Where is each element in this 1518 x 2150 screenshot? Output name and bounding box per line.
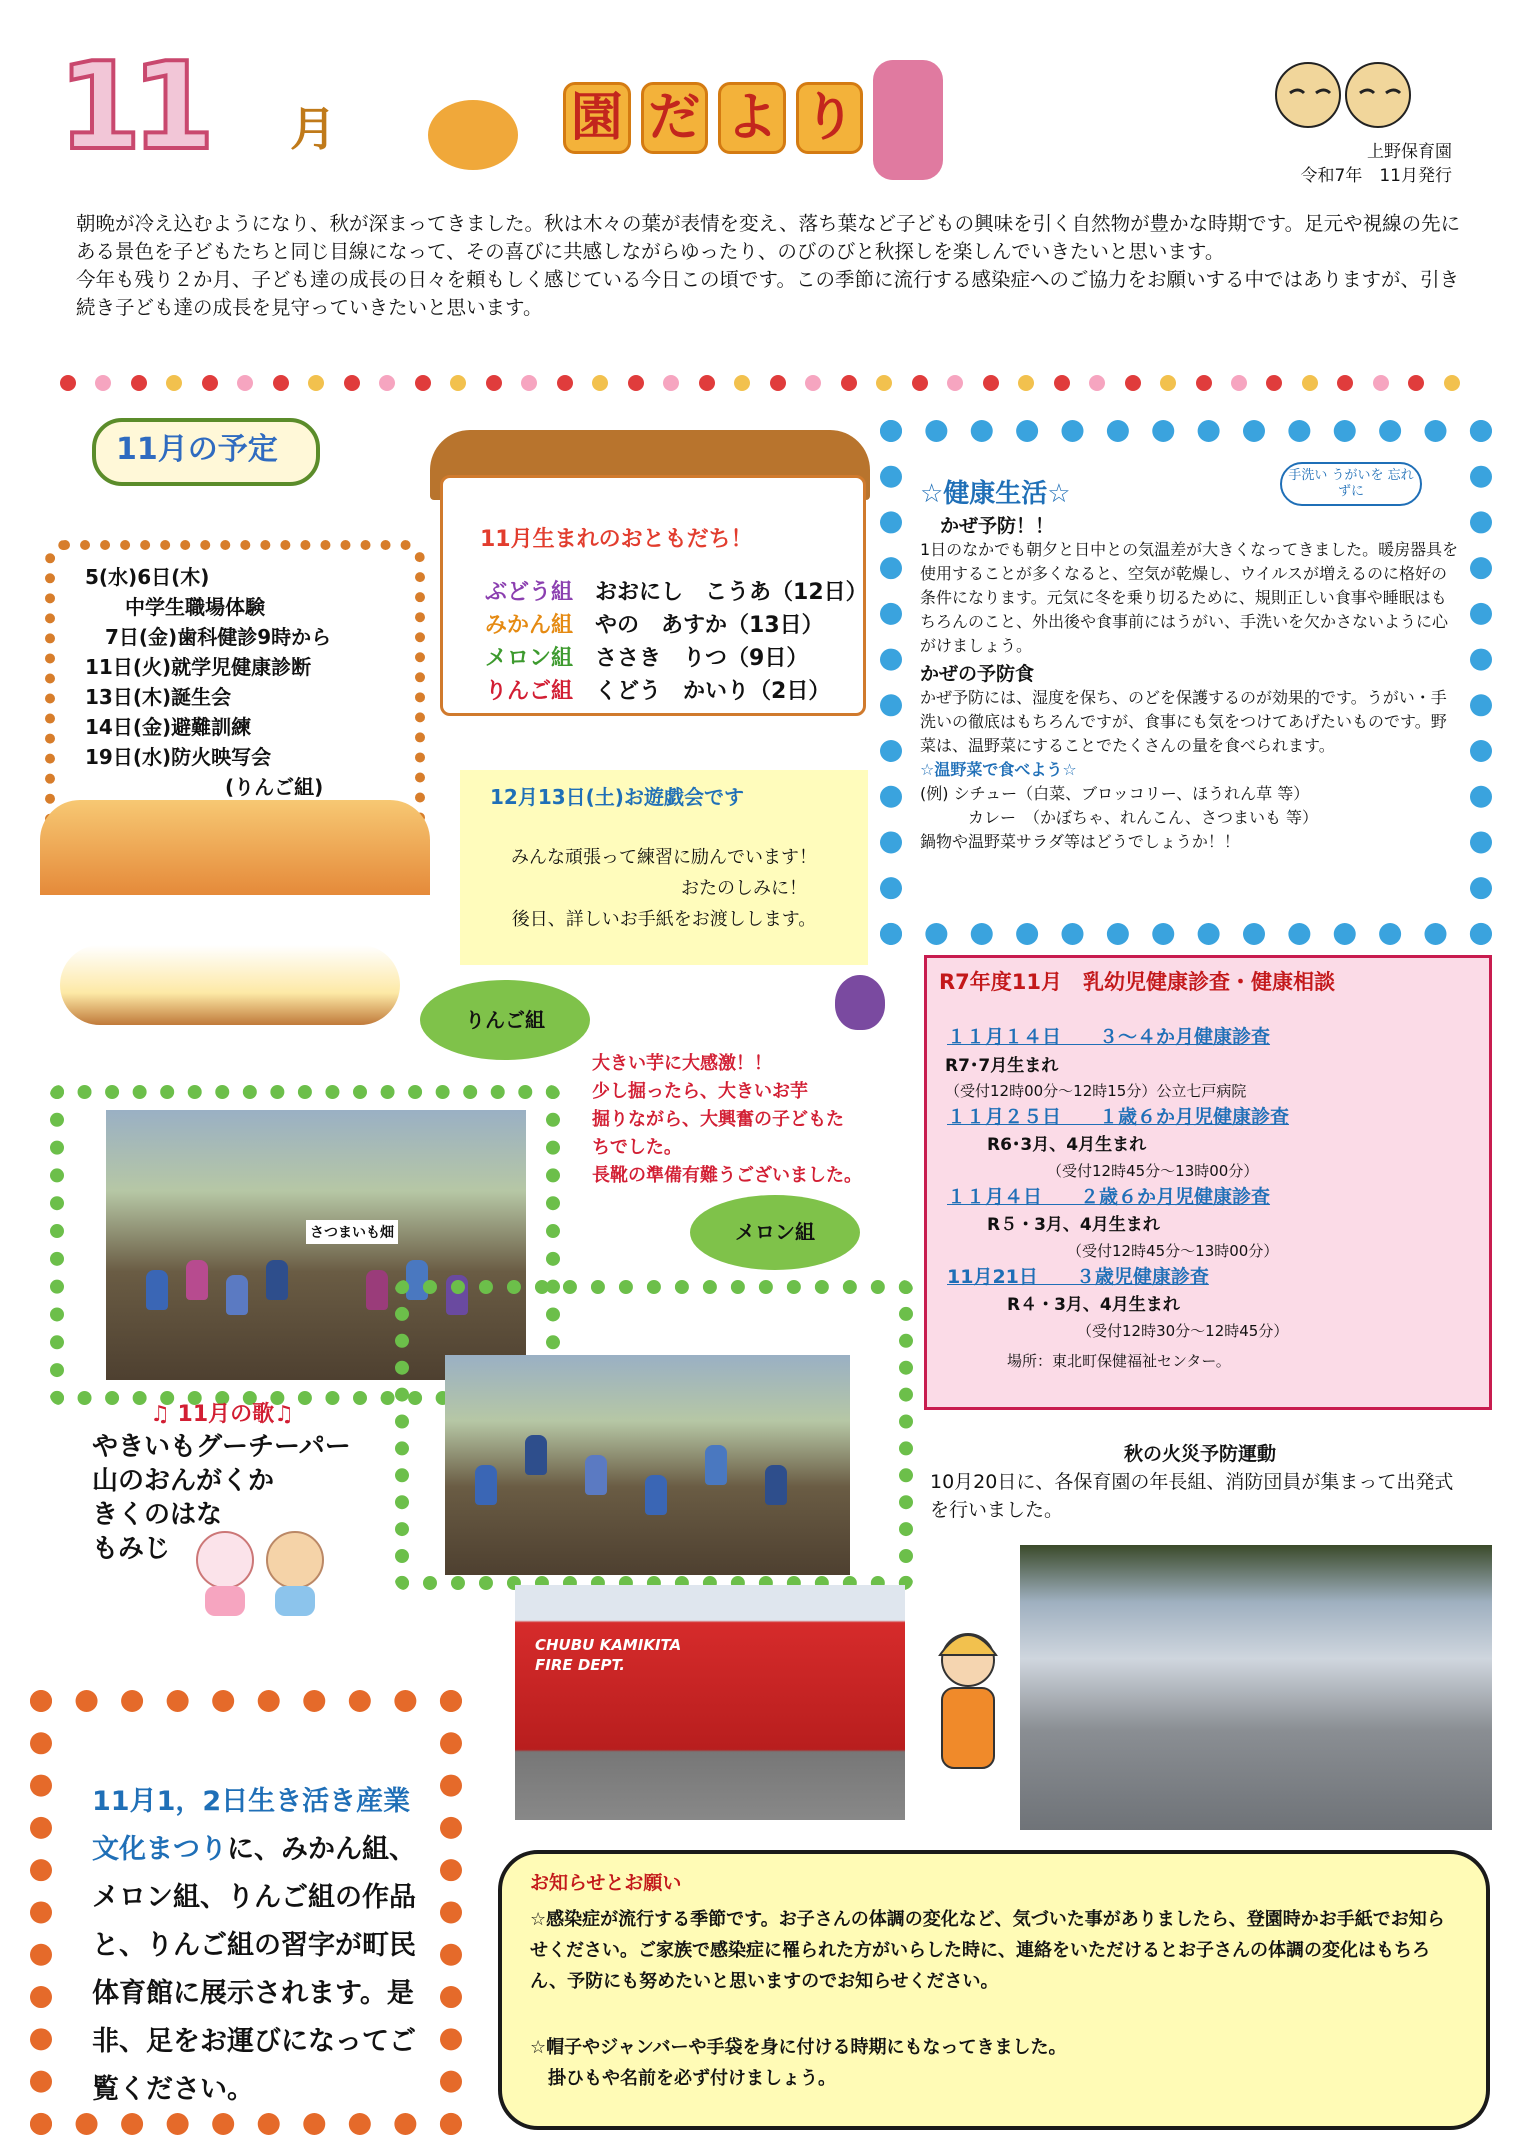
potato-text <box>592 1050 912 1190</box>
eggplant-illustration <box>835 975 885 1030</box>
health-sub: かぜ予防！！ <box>940 515 1055 537</box>
child <box>705 1445 727 1485</box>
birthday-group: みかん組 <box>485 613 574 638</box>
potato-field-sign: さつまいも畑 <box>306 1220 398 1244</box>
birthday-group: メロン組 <box>485 646 574 671</box>
issue-date: 令和7年 11月発行 <box>1300 166 1452 186</box>
birthday-name: やの あすか（13日） <box>595 613 824 638</box>
checkup-date: 11月21日 ３歳児健康診査 <box>947 1266 1209 1288</box>
checkup-birth: R6･3月、4月生まれ <box>987 1135 1147 1155</box>
birthday-name: くどう かいり（2日） <box>595 679 831 704</box>
firefighter-illustration <box>920 1620 1015 1800</box>
checkup-reception: （受付12時45分～13時00分） <box>1067 1242 1279 1260</box>
health-box <box>880 420 1492 945</box>
bubble-label: りんご組 <box>465 1008 545 1032</box>
notice-box <box>498 1850 1490 2130</box>
ceremony-photo <box>1020 1545 1492 1830</box>
child <box>266 1260 288 1300</box>
checkup-birth: R５・3月、4月生まれ <box>987 1215 1160 1235</box>
schedule-item: 5(水)6日(木) <box>85 565 210 589</box>
song-line: きくのはな <box>92 1500 223 1530</box>
birthday-name: おおにし こうあ（12日） <box>595 580 868 605</box>
schedule-item: 13日(木)誕生会 <box>85 685 232 709</box>
school-name: 上野保育園 <box>1367 142 1452 162</box>
recital-heading: 12月13日(土)お遊戯会です <box>490 785 744 809</box>
title-banner <box>418 70 958 180</box>
child <box>186 1260 208 1300</box>
festival-box <box>30 1690 462 2135</box>
potato-line: 少し掘ったら、大きいお芋 <box>592 1081 808 1102</box>
health-paragraph: かぜ予防には、湿度を保ち、のどを保護するのが効果的です。うがい・手洗いの徹底はもちろんですが、食事にも気をつけてあげたいものです。野菜は、温野菜にすることでたくさんの量を食べられます。 <box>920 688 1447 755</box>
schedule-item: 11日(火)就学児健康診断 <box>85 655 312 679</box>
child <box>525 1435 547 1475</box>
faces-illustration <box>1250 55 1440 130</box>
birthday-box <box>430 430 870 715</box>
month-digits: 11 <box>58 38 205 177</box>
intro-paragraph: 朝晩が冷え込むようになり、秋が深まってきました。秋は木々の葉が表情を変え、落ち葉など子どもの興味を引く自然物が豊かな時期です。足元や視線の先にある景色を子どもたちと同じ目線になって、その喜びに共感しながらゆったり、のびのびと秋探しを楽しんでいきたいと思います。 <box>76 212 1461 263</box>
schedule-item: 中学生職場体験 <box>125 595 265 619</box>
schedule-item: 7日(金)歯科健診9時から <box>105 625 332 649</box>
birthday-group: ぶどう組 <box>485 580 574 605</box>
birthday-group: りんご組 <box>485 679 574 704</box>
title-char: だ <box>641 82 709 154</box>
birthday-row <box>485 608 824 639</box>
school-info <box>1172 140 1452 188</box>
fire-truck-photo <box>515 1585 905 1820</box>
bubble-label: メロン組 <box>735 1220 815 1244</box>
truck-lettering: CHUBU KAMIKITA FIRE DEPT. <box>535 1636 682 1674</box>
autumn-forest-illustration <box>40 800 430 895</box>
kids-digging-illustration <box>60 945 400 1025</box>
birthday-row <box>485 575 868 606</box>
potato-line: ちでした。 <box>592 1137 682 1158</box>
potato-line: 掘りながら、大興奮の子どもた <box>592 1109 844 1130</box>
notice-heading: お知らせとお願い <box>530 1872 682 1894</box>
song-line: もみじ <box>92 1534 171 1564</box>
festival-text <box>92 1778 432 2114</box>
health-sub: ☆温野菜で食べよう☆ <box>920 760 1077 779</box>
potato-line: 長靴の準備有難うございました。 <box>592 1165 862 1186</box>
schedule-item: (りんご組) <box>225 775 324 799</box>
song-title: ♫ 11月の歌♫ <box>150 1402 294 1427</box>
decorative-ribbon <box>60 370 1460 396</box>
checkup-heading: R7年度11月 乳幼児健康診査・健康相談 <box>939 970 1336 994</box>
recital-line: おたのしみに！ <box>681 878 807 899</box>
recital-box <box>460 770 868 965</box>
child <box>645 1475 667 1515</box>
checkup-birth: R7･7月生まれ <box>945 1056 1059 1076</box>
fire-prevention-text <box>930 1440 1470 1524</box>
intro-text <box>76 210 1461 322</box>
title-char: り <box>796 82 864 154</box>
child <box>146 1270 168 1310</box>
title-characters <box>563 82 863 156</box>
notice-paragraph: ☆帽子やジャンバーや手袋を身に付ける時期にもなってきました。 <box>530 2037 1067 2058</box>
potato-line: 大きい芋に大感激！！ <box>592 1053 772 1074</box>
melon-potato-photo <box>445 1355 850 1575</box>
festival-lead: 11月1，2日生き活き産業文化まつり <box>92 1786 411 1865</box>
title-char: 園 <box>563 82 631 154</box>
schedule-item: 14日(金)避難訓練 <box>85 715 252 739</box>
health-example: (例) シチュー（白菜、ブロッコリー、ほうれん草 等） <box>920 784 1310 803</box>
recital-line: 後日、詳しいお手紙をお渡しします。 <box>511 909 817 930</box>
singing-animals-illustration <box>180 1520 340 1620</box>
squirrel-illustration <box>428 100 518 170</box>
child <box>366 1270 388 1310</box>
schedule-title-text: 11月の予定 <box>116 432 278 467</box>
checkup-birth: R４・3月、4月生まれ <box>1007 1295 1180 1315</box>
recital-line: みんな頑張って練習に励んでいます！ <box>511 847 817 868</box>
health-title: ☆健康生活☆ <box>920 479 1071 509</box>
tree-illustration <box>873 60 943 180</box>
checkup-reception: （受付12時30分～12時45分） <box>1077 1322 1289 1340</box>
checkup-place: 場所：東北町保健福祉センター。 <box>1007 1352 1231 1370</box>
month-suffix: 月 <box>290 102 336 156</box>
notice-paragraph: 掛ひもや名前を必ず付けましょう。 <box>530 2068 836 2089</box>
checkup-date: １１月１４日 ３～４か月健康診査 <box>947 1026 1271 1048</box>
handwash-sign: 手洗い うがいを 忘れずに <box>1280 462 1422 506</box>
schedule-item: 19日(水)防火映写会 <box>85 745 272 769</box>
birthday-heading: 11月生まれのおともだち！ <box>480 527 753 552</box>
child <box>475 1465 497 1505</box>
fire-title: 秋の火災予防運動 <box>1123 1443 1276 1465</box>
health-content <box>920 478 1460 854</box>
health-example: 鍋物や温野菜サラダ等はどうでしょうか！！ <box>920 832 1240 851</box>
festival-body: に、みかん組、メロン組、りんご組の作品と、りんご組の習字が町民体育館に展示されます。是非、足をお運びになってご覧ください。 <box>92 1834 416 2105</box>
birthday-row <box>485 674 830 705</box>
fire-description: 10月20日に、各保育園の年長組、消防団員が集まって出発式を行いました。 <box>930 1471 1454 1521</box>
health-example: カレー （かぼちゃ、れんこん、さつまいも 等） <box>920 808 1319 827</box>
child <box>226 1275 248 1315</box>
checkup-reception: （受付12時00分～12時15分）公立七戸病院 <box>945 1082 1247 1100</box>
title-char: よ <box>718 82 786 154</box>
child <box>585 1455 607 1495</box>
bubble-melon <box>690 1195 860 1270</box>
intro-paragraph: 今年も残り２か月、子ども達の成長の日々を頼もしく感じている今日この頃です。この季節に流行する感染症へのご協力をお願いする中ではありますが、引き続き子ども達の成長を見守っていきたいと思います。 <box>76 268 1459 319</box>
song-line: やきいもグーチーパー <box>92 1432 351 1462</box>
song-line: 山のおんがくか <box>92 1466 275 1496</box>
checkup-box <box>924 955 1492 1410</box>
notice-paragraph: ☆感染症が流行する季節です。お子さんの体調の変化など、気づいた事がありましたら、登園時かお手紙でお知らせください。ご家族で感染症に罹られた方がいらした時に、連絡をいただけるとお子さんの体調の変化はもちろん、予防にも努めたいと思いますのでお知らせください。 <box>530 1909 1445 1992</box>
checkup-reception: （受付12時45分～13時00分） <box>1047 1162 1259 1180</box>
checkup-date: １１月２５日 １歳６か月児健康診査 <box>947 1106 1290 1128</box>
birthday-row <box>485 641 808 672</box>
schedule-list <box>85 562 331 832</box>
birthday-name: ささき りつ（9日） <box>595 646 809 671</box>
schedule-title <box>92 418 320 486</box>
health-sub: かぜの予防食 <box>920 663 1035 685</box>
health-paragraph: 1日のなかでも朝夕と日中との気温差が大きくなってきました。暖房器具を使用することが多くなると、空気が乾燥し、ウイルスが増えるのに格好の条件になります。元気に冬を乗り切るために、規則正しい食事や睡眠はもちろんのこと、外出後や食事前にはうがい、手洗いを欠かさないように心がけましょう。 <box>920 540 1459 655</box>
month-title <box>40 38 340 177</box>
checkup-date: １１月４日 ２歳６か月児健康診査 <box>947 1186 1271 1208</box>
bubble-ringo <box>420 980 590 1060</box>
child <box>765 1465 787 1505</box>
